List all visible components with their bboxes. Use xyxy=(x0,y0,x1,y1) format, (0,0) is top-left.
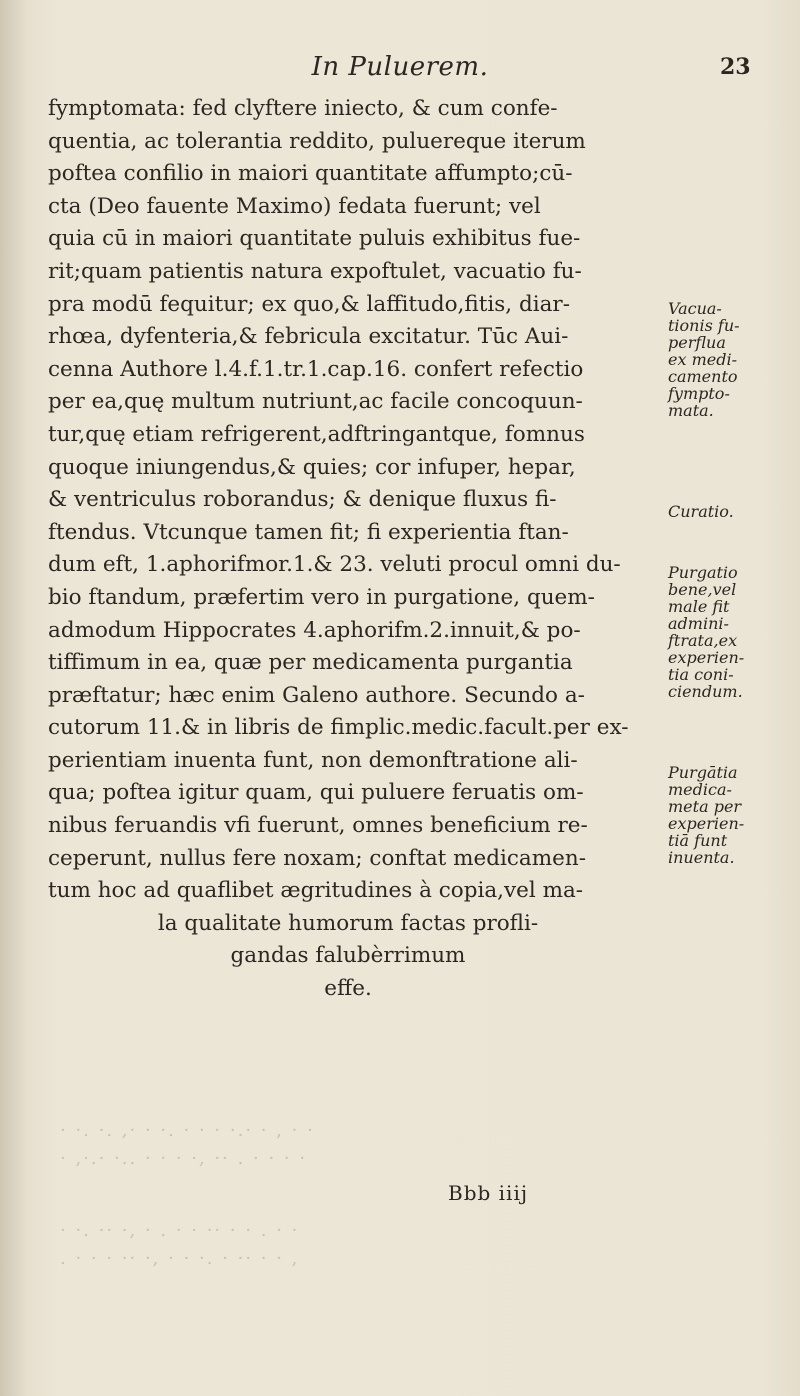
margin-note-line: tia coni- xyxy=(668,665,734,684)
page-number: 23 xyxy=(720,54,751,80)
margin-note-purgatio xyxy=(668,564,744,700)
main-text-block xyxy=(48,93,648,1006)
text-line: poftea confilio in maiori quantitate affumpto;cū- xyxy=(48,161,573,187)
margin-note-line: experien- xyxy=(668,814,745,833)
margin-note-line: fympto- xyxy=(668,384,730,403)
margin-note-line: meta per xyxy=(668,797,742,816)
show-through-texture: . · · · ·· ·, · · ·. · ·· · · , xyxy=(60,1248,300,1269)
margin-note-line: mata. xyxy=(668,401,714,420)
margin-note-line: medica- xyxy=(668,780,732,799)
text-line: pra modū fequitur; ex quo,& laffitudo,fitis, diar- xyxy=(48,291,570,317)
signature-mark: Bbb iiij xyxy=(448,1181,529,1205)
margin-note-line: experien- xyxy=(668,648,745,667)
text-line: tur,quę etiam refrigerent,adftringantque, fomnus xyxy=(48,421,585,447)
margin-note-line: Purgatio xyxy=(668,563,738,582)
text-line: fymptomata: fed clyftere iniecto, & cum confe- xyxy=(48,96,558,121)
margin-note-line: bene,vel xyxy=(668,580,737,599)
text-line: gandas falubèrrimum xyxy=(230,943,466,969)
text-line: ceperunt, nullus fere noxam; conftat medicamen- xyxy=(48,845,586,871)
margin-note-line: inuenta. xyxy=(668,848,735,867)
text-line: la qualitate humorum factas profli- xyxy=(157,910,539,936)
text-line: effe. xyxy=(324,976,372,1002)
text-line: quia cū in maiori quantitate puluis exhibitus fue- xyxy=(48,226,581,252)
text-line: bio ftandum, præfertim vero in purgatione, quem- xyxy=(48,584,595,610)
text-line: rit;quam patientis natura expoftulet, vacuatio fu- xyxy=(48,258,582,284)
margin-note-line: perflua xyxy=(668,333,726,352)
margin-note-line: admini- xyxy=(668,614,729,633)
text-line: cutorum 11.& in libris de fimplic.medic.facult.per ex- xyxy=(48,715,629,741)
text-line: rhœa, dyfenteria,& febricula excitatur. Tūc Aui- xyxy=(48,324,569,350)
text-line: cenna Authore l.4.f.1.tr.1.cap.16. confert refectio xyxy=(48,356,584,382)
margin-note-purgantia xyxy=(668,764,744,866)
text-line: tiffimum in ea, quæ per medicamenta purgantia xyxy=(48,650,573,676)
show-through-texture: · ,·.· ·.. · · · ·, ·· . · · · · xyxy=(60,1148,308,1169)
margin-note-line: ciendum. xyxy=(668,682,743,701)
show-through-texture: · ·. ·. ,· · ·. · · · ·.· · , · · xyxy=(60,1120,315,1141)
margin-note-line: ftrata,ex xyxy=(668,631,738,650)
text-line: per ea,quę multum nutriunt,ac facile concoquun- xyxy=(48,389,583,415)
text-line: nibus feruandis vfi fuerunt, omnes beneficium re- xyxy=(48,813,588,839)
running-head: In Puluerem. xyxy=(311,52,489,82)
margin-note-vacuationis xyxy=(668,300,740,419)
text-line: ftendus. Vtcunque tamen fit; fi experientia ftan- xyxy=(48,519,569,545)
text-line: quoque iniungendus,& quies; cor infuper, hepar, xyxy=(48,454,576,480)
text-line: præftatur; hæc enim Galeno authore. Secundo a- xyxy=(48,682,585,708)
margin-note-line: camento xyxy=(668,367,738,386)
margin-note-line: tionis fu- xyxy=(668,316,740,335)
margin-note-line: male fit xyxy=(668,597,730,616)
text-line: cta (Deo fauente Maximo) fedata fuerunt; vel xyxy=(48,193,541,219)
text-line: tum hoc ad quaflibet ægritudines à copia,vel ma- xyxy=(48,878,584,904)
text-line: dum eft, 1.aphorifmor.1.& 23. veluti procul omni du- xyxy=(48,552,621,578)
margin-note-line: tiā funt xyxy=(668,831,728,850)
margin-note-line: Curatio. xyxy=(668,502,734,521)
margin-note-line: ex medi- xyxy=(668,350,737,369)
text-line: quentia, ac tolerantia reddito, puluereque iterum xyxy=(48,128,586,154)
text-line: admodum Hippocrates 4.aphorifm.2.innuit,& po- xyxy=(48,617,581,643)
margin-note-curatio xyxy=(668,503,734,520)
text-line: & ventriculus roborandus; & denique fluxus fi- xyxy=(48,487,557,513)
margin-note-line: Vacua- xyxy=(668,299,722,318)
margin-note-line: Purgātia xyxy=(668,763,738,782)
show-through-texture: · ·. ·· ·, · . · · ·· · · . · · xyxy=(60,1220,300,1241)
text-line: qua; poftea igitur quam, qui puluere feruatis om- xyxy=(48,780,584,806)
text-line: perientiam inuenta funt, non demonftratione ali- xyxy=(48,747,578,773)
